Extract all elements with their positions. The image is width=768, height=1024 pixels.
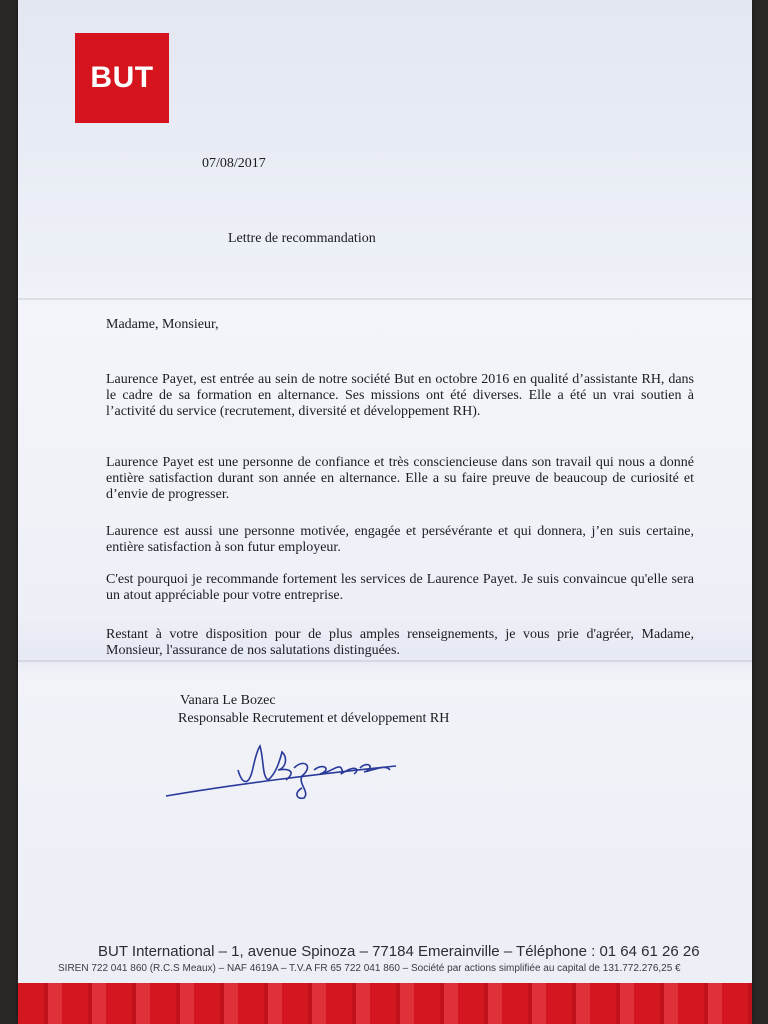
letter-sheet	[18, 0, 752, 1024]
letter-date: 07/08/2017	[202, 156, 266, 171]
footer-decorative-band	[18, 983, 752, 1024]
letter-paragraph: Restant à votre disposition pour de plus amples renseignements, je vous prie d'agréer, Madame, Monsieur, l'assurance de nos salutations distinguées.	[106, 627, 694, 658]
handwritten-signature	[164, 740, 404, 804]
letter-paragraph: C'est pourquoi je recommande fortement les services de Laurence Payet. Je suis convaincue qu'elle sera un atout appréciable pour votre entreprise.	[106, 572, 694, 603]
fold-crease	[18, 298, 752, 300]
letter-paragraph: Laurence est aussi une personne motivée, engagée et persévérante et qui donnera, j’en suis certaine, entière satisfaction à son futur employeur.	[106, 524, 694, 555]
letter-paragraph: Laurence Payet, est entrée au sein de notre société But en octobre 2016 en qualité d’assistante RH, dans le cadre de sa formation en alternance. Ses missions ont été diverses. Elle a été un vrai soutien à l’activité du service (recrutement, diversité et développement RH).	[106, 372, 694, 419]
letter-paragraph: Laurence Payet est une personne de confiance et très consciencieuse dans son travail qui nous a donné entière satisfaction durant son année en alternance. Elle a su faire preuve de beaucoup de curiosité et d’envie de progresser.	[106, 455, 694, 502]
letter-subject: Lettre de recommandation	[228, 231, 376, 246]
fold-crease	[18, 660, 752, 662]
signatory-title: Responsable Recrutement et développement RH	[178, 711, 450, 726]
signatory-name: Vanara Le Bozec	[180, 693, 276, 708]
footer-address: BUT International – 1, avenue Spinoza – 77184 Emerainville – Téléphone : 01 64 61 26 26	[98, 943, 700, 960]
footer-legal: SIREN 722 041 860 (R.C.S Meaux) – NAF 4619A – T.V.A FR 65 722 041 860 – Société par actions simplifiée au capital de 131.772.276,25 €	[58, 963, 681, 974]
letter-salutation: Madame, Monsieur,	[106, 317, 219, 332]
but-logo: BUT	[75, 33, 169, 123]
